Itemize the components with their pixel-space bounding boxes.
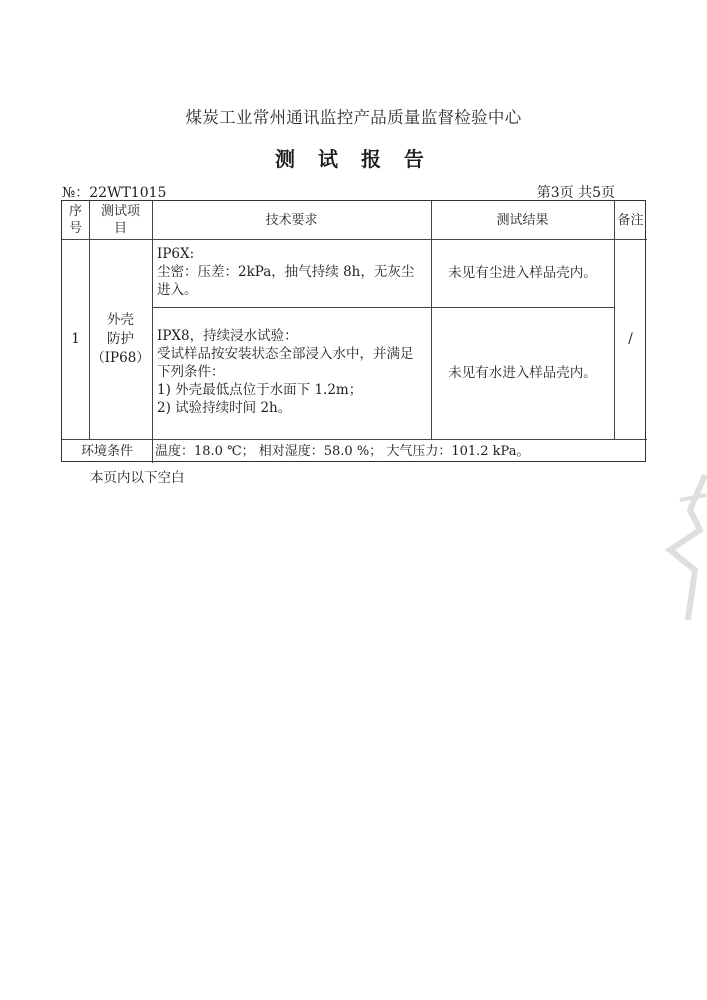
row-remark [614, 239, 647, 439]
requirement-line: 进入。 [157, 282, 198, 298]
result-water [431, 307, 614, 439]
row-item-line: （IP68） [91, 349, 150, 366]
col-header-requirement-text: 技术要求 [265, 212, 318, 228]
col-header-result [431, 201, 614, 239]
organization-name: 煤炭工业常州通讯监控产品质量监督检验中心 [185, 108, 522, 127]
col-header-index [62, 201, 89, 239]
row-remark-text: / [628, 330, 633, 347]
blank-page-note: 本页内以下空白 [90, 470, 185, 486]
requirement-line: 1) 外壳最低点位于水面下 1.2m； [157, 382, 363, 398]
requirement-line: 2) 试验持续时间 2h。 [157, 400, 292, 416]
report-number [62, 182, 166, 202]
col-header-requirement [152, 201, 431, 239]
test-table [61, 200, 646, 462]
row-item-line: 防护 [107, 330, 134, 347]
environment-label [62, 439, 152, 463]
report-number-value: 22WT1015 [89, 185, 167, 201]
col-header-remark [614, 201, 647, 239]
requirement-line: IPX8，持续浸水试验： [157, 328, 298, 344]
col-divider-2 [152, 201, 153, 463]
row-item-line: 外壳 [107, 311, 134, 328]
col-header-item [89, 201, 152, 239]
result-water-text: 未见有水进入样品壳内。 [448, 364, 597, 381]
requirement-water [157, 327, 414, 417]
partial-seal-stamp [650, 470, 707, 630]
col-header-remark-text: 备注 [617, 212, 644, 228]
requirement-line: 下列条件： [157, 364, 225, 380]
requirement-line: 受试样品按安装状态全部浸入水中，并满足 [157, 346, 414, 362]
col-header-index-text: 序号 [68, 204, 82, 236]
row-item [89, 239, 152, 439]
col-header-item-text: 测试项目 [100, 204, 140, 236]
col-header-result-text: 测试结果 [496, 212, 549, 228]
environment-value [152, 439, 647, 463]
requirement-dust [157, 245, 414, 299]
page-info-text: 第3页 共5页 [536, 185, 615, 201]
environment-label-text: 环境条件 [80, 443, 133, 459]
requirement-line: 尘密：压差：2kPa，抽气持续 8h，无灰尘 [157, 264, 415, 280]
report-number-label: №： [62, 185, 90, 201]
page-info [537, 182, 615, 202]
report-title: 测 试 报 告 [275, 147, 432, 171]
environment-value-text: 温度：18.0 ℃； 相对湿度：58.0 %； 大气压力：101.2 kPa。 [155, 443, 530, 459]
row-index [62, 239, 89, 439]
result-dust-text: 未见有尘进入样品壳内。 [448, 264, 597, 281]
result-dust [431, 239, 614, 307]
row-index-text: 1 [71, 330, 80, 347]
requirement-line: IP6X: [157, 246, 195, 262]
